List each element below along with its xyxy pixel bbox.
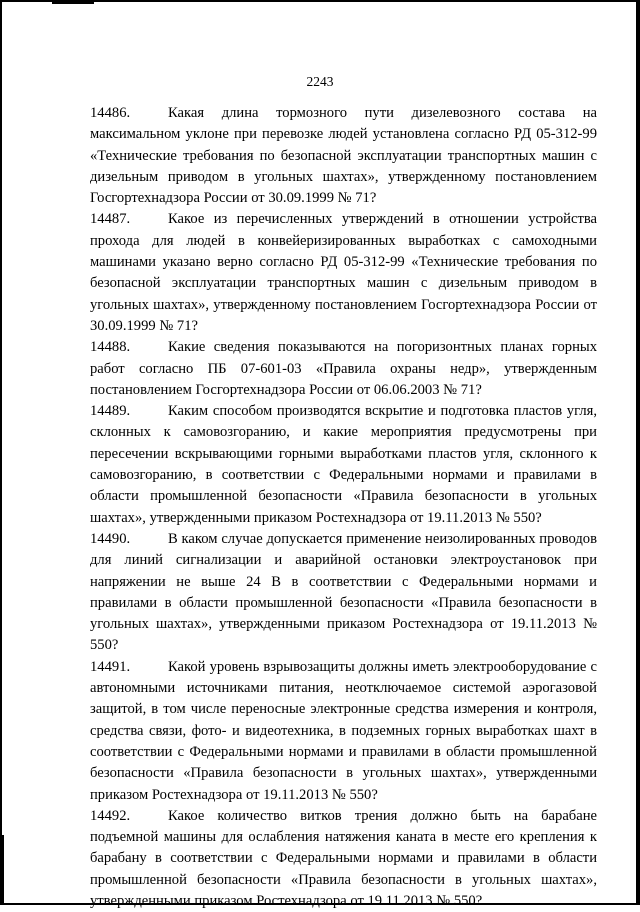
question-number: 14492. (90, 807, 131, 824)
question-text: Какое из перечисленных утверждений в отношении устройства прохода для людей в конвейеризированных выработках с самоходными машинами указано верно согласно РД 05-312-99 «Технические требования по безопасной эксплуатации транспортных машин с дизельным приводом в угольных шахтах», утвержденному постановлением Госгортехнадзора России от 30.09.1999 № 71? (90, 211, 597, 334)
question-item (90, 337, 597, 401)
scan-mark (0, 835, 4, 905)
question-list (90, 103, 597, 912)
question-number: 14488. (90, 339, 131, 356)
question-number: 14487. (90, 211, 131, 228)
question-number: 14489. (90, 403, 131, 420)
scan-edge-right (636, 0, 640, 905)
scan-mark (52, 2, 94, 4)
question-item (90, 806, 597, 912)
question-number: 14490. (90, 530, 131, 547)
question-item (90, 103, 597, 209)
question-text: Какое количество витков трения должно быть на барабане подъемной машины для ослабления натяжения каната в месте его крепления к барабану в соответствии с Федеральными нормами и правилами в области промышленной безопасности «Правила безопасности в угольных шахтах», утвержденными приказом Ростехнадзора от 19.11.2013 № 550? (90, 807, 597, 909)
question-number: 14486. (90, 105, 131, 121)
question-text: Каким способом производятся вскрытие и подготовка пластов угля, склонных к самовозгоранию, и какие мероприятия предусмотрены при пересечении вскрывающими горными выработками пластов угля, склонного к самовозгоранию, в соответствии с Федеральными нормами и правилами в области промышленной безопасности «Правила безопасности в угольных шахтах», утвержденными приказом Ростехнадзора от 19.11.2013 № 550? (90, 403, 597, 526)
question-item (90, 657, 597, 806)
scan-edge-top (0, 0, 640, 2)
scan-edge-left (0, 0, 2, 905)
question-text: В каком случае допускается применение неизолированных проводов для линий сигнализации и аварийной остановки электроустановок при напряжении не выше 24 В в соответствии с Федеральными нормами и правилами в области промышленной безопасности «Правила безопасности в угольных шахтах», утвержденными приказом Ростехнадзора от 19.11.2013 № 550? (90, 530, 597, 654)
question-text: Какой уровень взрывозащиты должны иметь электрооборудование с автономными источниками питания, неотключаемое системой аэрогазовой защитой, в том числе переносные электронные средства измерения и контроля, средства связи, фото- и видеотехника, в подземных горных выработках шахт в соответствии с Федеральными нормами и правилами в области промышленной безопасности «Правила безопасности в угольных шахтах», утвержденными приказом Ростехнадзора от 19.11.2013 № 550? (90, 658, 597, 803)
page-number: 2243 (306, 74, 334, 89)
question-item (90, 529, 597, 657)
question-number: 14491. (90, 658, 131, 675)
question-item (90, 401, 597, 529)
question-text: Какие сведения показываются на погоризонтных планах горных работ согласно ПБ 07-601-03 «Правила охраны недр», утвержденным постановлением Госгортехнадзора России от 06.06.2003 № 71? (90, 339, 597, 398)
question-item (90, 209, 597, 337)
question-text: Какая длина тормозного пути дизелевозного состава на максимальном уклоне при перевозке людей установлена согласно РД 05-312-99 «Технические требования по безопасной эксплуатации транспортных машин с дизельным приводом в угольных шахтах», утвержденному постановлением Госгортехнадзора России от 30.09.1999 № 71? (90, 105, 597, 207)
